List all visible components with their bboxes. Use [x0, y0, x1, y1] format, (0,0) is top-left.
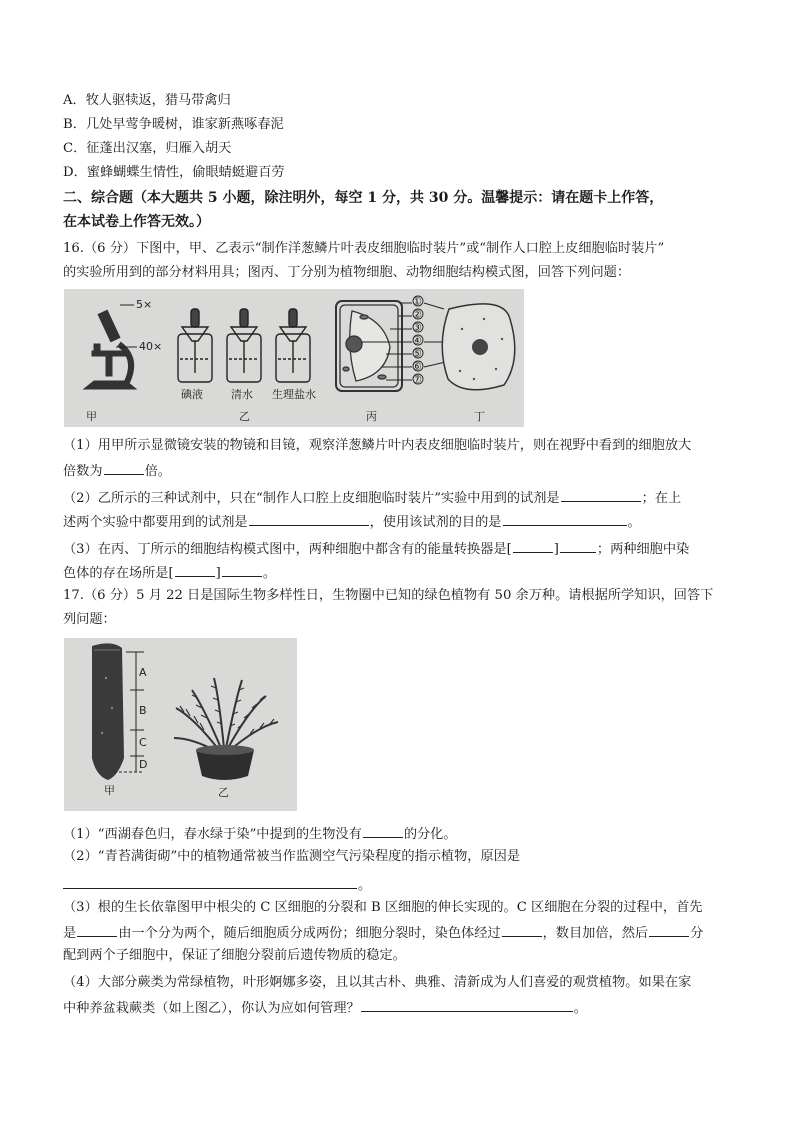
q17-part2-line1: （2）“青苔满街砌”中的植物通常被当作监测空气污染程度的指示植物，原因是 — [63, 849, 521, 864]
answer-blank[interactable] — [502, 922, 542, 937]
q17-part4-line1: （4）大部分蕨类为常绿植物，叶形婀娜多姿，且以其古朴、典雅、清新成为人们喜爱的观赏植物。如果在家 — [63, 975, 692, 990]
answer-blank[interactable] — [560, 538, 596, 553]
q16-stem-line1: 16.（6 分）下图中，甲、乙表示“制作洋葱鳞片叶表皮细胞临时装片”或“制作人口腔上皮细胞临时装片” — [63, 241, 665, 256]
zone-a-label: A — [139, 666, 147, 679]
q16-part2-line1: （2）乙所示的三种试剂中，只在“制作人口腔上皮细胞临时装片”实验中用到的试剂是 ；在上 — [63, 487, 743, 509]
caption-jia: 甲 — [86, 410, 97, 423]
answer-blank[interactable] — [222, 562, 262, 577]
fern-plant-icon — [174, 678, 278, 752]
label-3: ③ — [412, 321, 422, 334]
q16-part2-line2: 述两个实验中都要用到的试剂是 ，使用该试剂的目的是 。 — [63, 511, 743, 533]
plant-cell-diagram — [336, 301, 402, 391]
bottle-label-3: 生理盐水 — [272, 388, 316, 401]
q16-part1-line1: （1）用甲所示显微镜安装的物镜和目镜，观察洋葱鳞片叶内表皮细胞临时装片，则在视野中看到的细胞放大 — [63, 438, 692, 453]
caption-yi: 乙 — [218, 786, 229, 799]
root-tip-diagram — [92, 643, 124, 780]
answer-blank[interactable] — [513, 538, 553, 553]
option-b: B．几处早莺争暖树，谁家新燕啄春泥 — [63, 117, 284, 132]
q16-part3-line2: 色体的存在场所是[ ] 。 — [63, 562, 743, 584]
caption-bing: 丙 — [366, 410, 377, 423]
label-4: ④ — [412, 334, 422, 347]
objective-label: 40× — [139, 340, 163, 353]
answer-blank[interactable] — [63, 874, 357, 889]
zone-d-label: D — [139, 758, 148, 771]
q17-part2-line2: 。 — [63, 874, 743, 896]
q17-stem-line1: 17.（6 分）5 月 22 日是国际生物多样性日，生物圈中已知的绿色植物有 50 余万种。请根据所学知识，回答下 — [63, 588, 714, 603]
answer-blank[interactable] — [175, 562, 215, 577]
flower-pot-icon — [196, 745, 254, 780]
q17-figure — [64, 638, 297, 811]
option-c: C．征蓬出汉塞，归雁入胡天 — [63, 141, 232, 156]
eyepiece-label: 5× — [136, 298, 153, 311]
caption-jia: 甲 — [104, 784, 115, 797]
answer-blank[interactable] — [104, 460, 144, 475]
answer-blank[interactable] — [363, 823, 403, 838]
label-2: ② — [412, 308, 422, 321]
answer-blank[interactable] — [503, 511, 627, 526]
q16-figure — [64, 289, 524, 427]
bottle-water-icon — [227, 309, 261, 382]
bottle-label-1: 碘液 — [181, 388, 203, 401]
bottle-label-2: 清水 — [231, 388, 253, 401]
label-7: ⑦ — [412, 373, 422, 386]
q16-stem-line2: 的实验所用到的部分材料用具；图丙、丁分别为植物细胞、动物细胞结构模式图，回答下列问题： — [63, 265, 631, 280]
bottle-iodine-icon — [178, 309, 212, 382]
label-5: ⑤ — [412, 347, 422, 360]
q16-part3-line1: （3）在丙、丁所示的细胞结构模式图中，两种细胞中都含有的能量转换器是[ ] ；两种细胞中染 — [63, 538, 743, 560]
q17-part3-line3: 配到两个子细胞中，保证了细胞分裂前后遗传物质的稳定。 — [63, 948, 406, 963]
q17-part1: （1）“西湖春色归，春水绿于染”中提到的生物没有 的分化。 — [63, 823, 743, 845]
caption-ding: 丁 — [474, 410, 485, 423]
option-a: A．牧人驱犊返，猎马带禽归 — [63, 93, 231, 108]
answer-blank[interactable] — [649, 922, 689, 937]
label-1: ① — [412, 295, 422, 308]
answer-blank[interactable] — [361, 997, 573, 1012]
q17-stem-line2: 列问题： — [63, 612, 116, 627]
zone-c-label: C — [139, 736, 147, 749]
answer-blank[interactable] — [77, 922, 117, 937]
microscope-icon — [84, 310, 136, 389]
caption-yi: 乙 — [239, 410, 250, 423]
section-heading-line1: 二、综合题（本大题共 5 小题，除注明外，每空 1 分，共 30 分。温馨提示：请在题卡上作答， — [63, 190, 664, 206]
bottle-saline-icon — [276, 309, 310, 382]
animal-cell-diagram — [442, 304, 515, 390]
q17-part3-line2: 是 由一个分为两个，随后细胞质分成两份；细胞分裂时，染色体经过 ，数目加倍，然后 分 — [63, 922, 743, 944]
label-6: ⑥ — [412, 360, 422, 373]
q17-part4-line2: 中种养盆栽蕨类（如上图乙），你认为应如何管理？ 。 — [63, 997, 743, 1019]
answer-blank[interactable] — [249, 511, 369, 526]
q16-part1-line2: 倍数为 倍。 — [63, 460, 743, 482]
zone-b-label: B — [139, 704, 147, 717]
answer-blank[interactable] — [561, 487, 641, 502]
q17-part3-line1: （3）根的生长依靠图甲中根尖的 C 区细胞的分裂和 B 区细胞的伸长实现的。C 区细胞在分裂的过程中，首先 — [63, 900, 703, 915]
section-heading-line2: 在本试卷上作答无效。） — [63, 214, 210, 230]
option-d: D．蜜蜂蝴蝶生情性，偷眼蜻蜓避百劳 — [63, 165, 285, 180]
